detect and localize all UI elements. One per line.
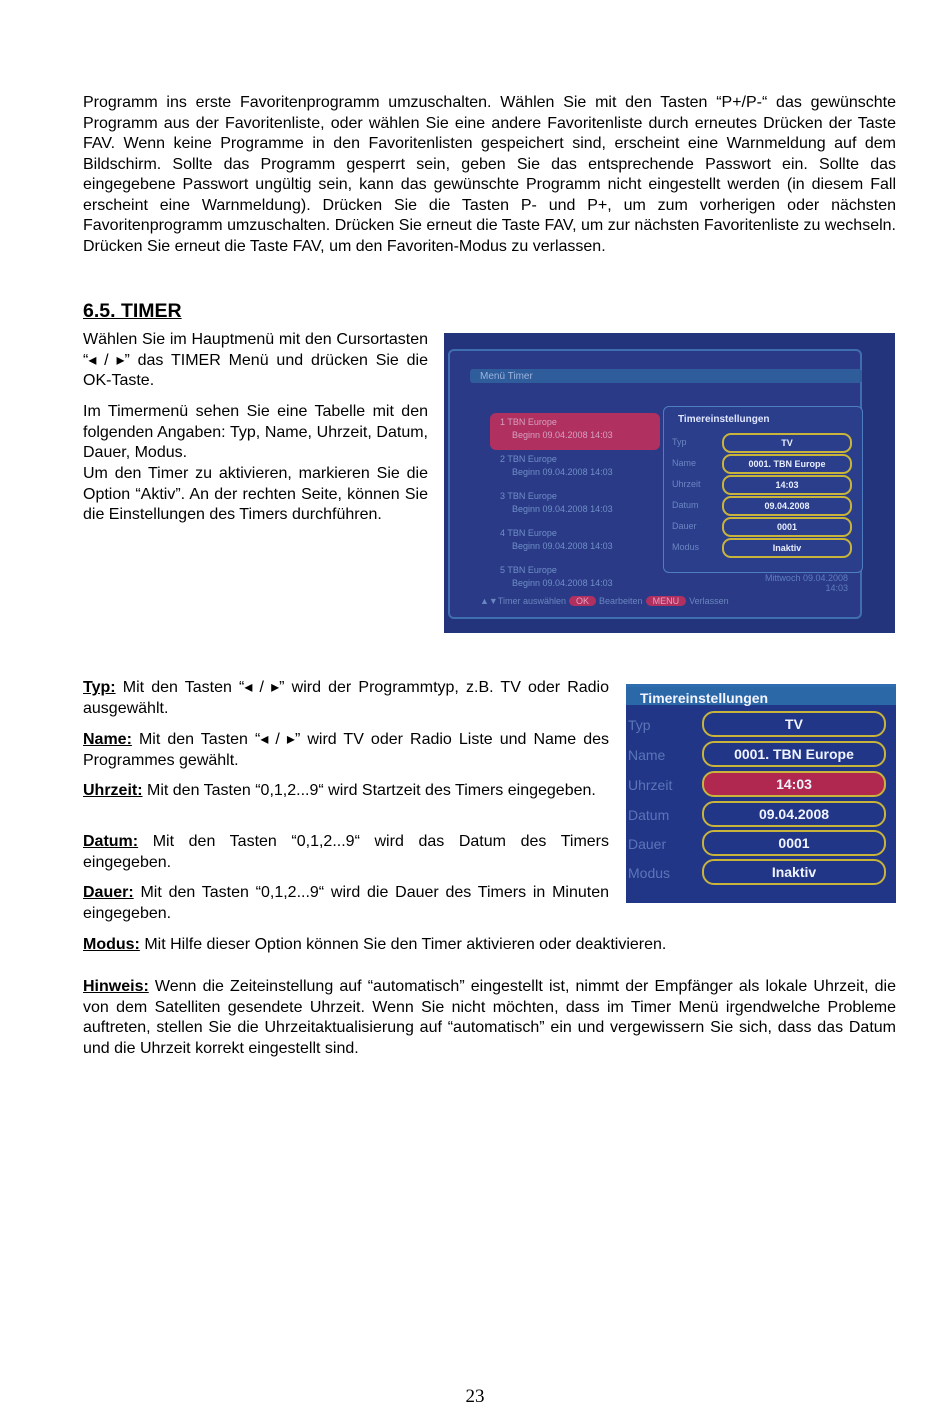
settings-row-dauer: Dauer 0001 [626,828,896,858]
timer-entry: 3 TBN Europe Beginn 09.04.2008 14:03 [500,491,613,514]
current-datetime: Mittwoch 09.04.2008 14:03 [764,573,848,593]
uhrzeit-description: Uhrzeit: Mit den Tasten “0,1,2...9“ wird Startzeit des Timers eingegeben. [83,782,596,799]
settings-title: Timereinstellungen [640,690,769,706]
page-number: 23 [465,1386,485,1407]
settings-row: Datum 09.04.2008 [668,496,858,516]
timer-menu-screenshot [444,333,895,633]
settings-row: Typ TV [668,433,858,453]
settings-row-uhrzeit: Uhrzeit 14:03 [626,769,896,799]
timer-entry: 1 TBN Europe Beginn 09.04.2008 14:03 [490,413,660,450]
settings-row: Uhrzeit 14:03 [668,475,858,495]
section-heading: 6.5. TIMER [83,300,182,322]
timer-table-paragraph: Im Timermenü sehen Sie eine Tabelle mit den folgenden Angaben: Typ, Name, Uhrzeit, Datum, Dauer, Modus. [83,403,428,461]
hint-paragraph: Hinweis: Wenn die Zeiteinstellung auf “automatisch” eingestellt ist, nimmt der Empfänger als lokale Uhrzeit, die von dem Satelliten gesendete Uhrzeit. Wenn Sie nicht möchten, dass im Timer Menü irgendwelche Probleme auftreten, stellen Sie die Uhrzeitaktualisierung auf “automatisch” ein und vergewissern Sie sich, dass das Datum und die Uhrzeit korrekt eingestellt sind. [83,978,896,1057]
menu-footer: ▲▼Timer auswählen OK Bearbeiten MENU Verlassen [480,596,729,606]
settings-row: Modus Inaktiv [668,538,858,558]
settings-row: Dauer 0001 [668,517,858,537]
settings-row-typ: Typ TV [626,709,896,739]
timer-entry: 4 TBN Europe Beginn 09.04.2008 14:03 [500,528,613,551]
name-description: Name: Mit den Tasten “◂ / ▸” wird TV oder Radio Liste und Name des Programmes gewählt. [83,731,609,769]
timer-activate-paragraph: Um den Timer zu aktivieren, markieren Sie die Option “Aktiv”. An der rechten Seite, können Sie die Einstellungen des Timers durchführen. [83,465,428,523]
menu-title: Menü Timer [480,371,533,382]
timer-settings-panel [663,406,863,573]
timer-list [490,413,660,598]
menu-frame [448,349,862,619]
dauer-description: Dauer: Mit den Tasten “0,1,2...9“ wird die Dauer des Timers in Minuten eingegeben. [83,884,609,922]
typ-description: Typ: Mit den Tasten “◂ / ▸” wird der Programmtyp, z.B. TV oder Radio ausgewählt. [83,679,609,717]
modus-description: Modus: Mit Hilfe dieser Option können Sie den Timer aktivieren oder deaktivieren. [83,936,667,953]
settings-row: Name 0001. TBN Europe [668,454,858,474]
timer-intro-paragraph: Wählen Sie im Hauptmenü mit den Cursortasten “◂ / ▸” das TIMER Menü und drücken Sie die OK-Taste. [83,331,428,389]
intro-paragraph: Programm ins erste Favoritenprogramm umzuschalten. Wählen Sie mit den Tasten “P+/P-“ das gewünschte Programm aus der Favoritenliste, oder wählen Sie eine andere Favoritenliste durch erneutes Drücken der Taste FAV. Wenn keine Programme in den Favoritenlisten gespeichert sind, erscheint eine Warnmeldung auf dem Bildschirm. Sollte das Programm gesperrt sein, geben Sie das entsprechende Passwort ein. Sollte das eingegebene Passwort ungültig sein, kann das gewünschte Programm nicht eingestellt werden (in diesem Fall erscheint eine Warnmeldung). Drücken Sie die Tasten P- und P+, um zum vorherigen oder nächsten Favoritenprogramm umzuschalten. Drücken Sie erneut die Taste FAV, um zur nächsten Favoritenliste zu wechseln. Drücken Sie erneut die Taste FAV, um den Favoriten-Modus zu verlassen. [83,94,896,255]
settings-row-name: Name 0001. TBN Europe [626,739,896,769]
settings-title: Timereinstellungen [678,414,770,425]
settings-row-modus: Modus Inaktiv [626,857,896,887]
datum-description: Datum: Mit den Tasten “0,1,2...9“ wird das Datum des Timers eingegeben. [83,833,609,871]
settings-row-datum: Datum 09.04.2008 [626,799,896,829]
timer-entry: 5 TBN Europe Beginn 09.04.2008 14:03 [500,565,613,588]
timer-entry: 2 TBN Europe Beginn 09.04.2008 14:03 [500,454,613,477]
timer-settings-screenshot [626,684,896,903]
